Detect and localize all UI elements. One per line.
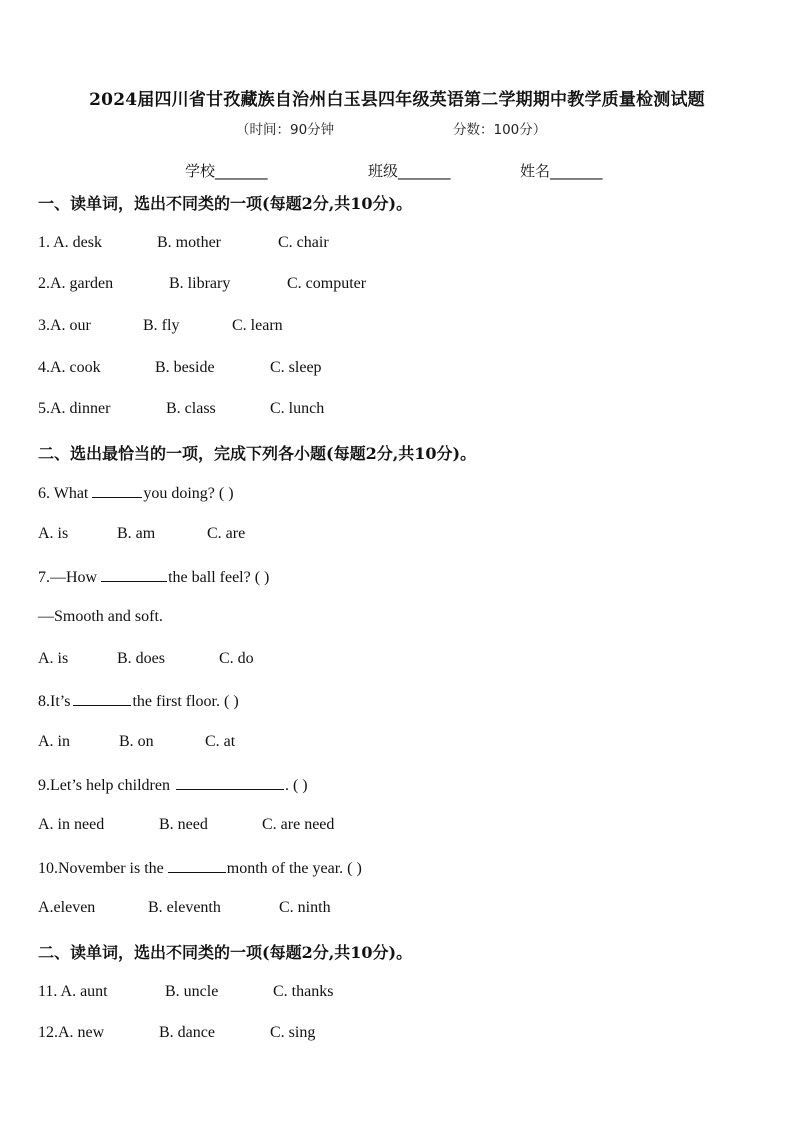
question-3 <box>38 317 283 335</box>
question-8-options <box>38 733 236 751</box>
q9-option-a: A. in need <box>38 816 105 833</box>
question-9 <box>38 775 308 795</box>
question-7 <box>38 567 269 587</box>
q6-stem-start: 6. What <box>38 485 89 502</box>
q5-option-b: B. class <box>166 400 216 417</box>
q10-stem-end: month of the year. ( ) <box>226 860 362 877</box>
q7-option-a: A. is <box>38 650 69 667</box>
answer-blank <box>92 483 142 498</box>
q12-option-a: 12.A. new <box>38 1024 105 1041</box>
q2-option-a: 2.A. garden <box>38 275 114 292</box>
class-field: 班级_______ <box>368 162 451 180</box>
q12-option-c: C. sing <box>270 1024 316 1041</box>
name-field: 姓名_______ <box>520 162 603 180</box>
question-8 <box>38 691 239 711</box>
q7-reply: —Smooth and soft. <box>38 608 163 625</box>
q3-option-c: C. learn <box>232 317 283 334</box>
section-3-heading: 二、读单词，选出不同类的一项(每题2分,共10分)。 <box>38 943 413 962</box>
question-7-options <box>38 650 254 668</box>
q9-option-b: B. need <box>159 816 208 833</box>
question-5 <box>38 400 325 418</box>
answer-blank <box>176 775 284 790</box>
question-11 <box>38 983 334 1001</box>
q7-stem-end: the ball feel? ( ) <box>168 569 270 586</box>
q6-stem-end: you doing? ( ) <box>143 485 234 502</box>
q9-option-c: C. are need <box>262 816 335 833</box>
answer-blank <box>73 691 131 706</box>
q8-stem-end: the first floor. ( ) <box>132 693 239 710</box>
question-9-options <box>38 816 335 834</box>
question-10-options <box>38 899 331 917</box>
q1-option-a: 1. A. desk <box>38 234 102 251</box>
answer-blank <box>101 567 167 582</box>
school-field: 学校_______ <box>185 162 268 180</box>
question-6-options <box>38 525 246 543</box>
q7-option-c: C. do <box>219 650 254 667</box>
q6-option-b: B. am <box>117 525 156 542</box>
section-1-heading: 一、读单词，选出不同类的一项(每题2分,共10分)。 <box>38 194 413 213</box>
q7-stem-start: 7.—How <box>38 569 98 586</box>
section-2-heading: 二、选出最恰当的一项，完成下列各小题(每题2分,共10分)。 <box>38 444 477 463</box>
q8-option-c: C. at <box>205 733 236 750</box>
q10-stem-start: 10.November is the <box>38 860 164 877</box>
question-6 <box>38 483 234 503</box>
q10-option-b: B. eleventh <box>148 899 221 916</box>
question-4 <box>38 359 322 377</box>
question-10 <box>38 858 362 878</box>
answer-blank <box>168 858 226 873</box>
question-12 <box>38 1024 316 1042</box>
q8-option-a: A. in <box>38 733 70 750</box>
exam-time: （时间：90分钟 <box>236 122 335 138</box>
page-title: 2024届四川省甘孜藏族自治州白玉县四年级英语第二学期期中教学质量检测试题 <box>89 90 705 110</box>
q1-option-b: B. mother <box>157 234 221 251</box>
q12-option-b: B. dance <box>159 1024 215 1041</box>
q11-option-c: C. thanks <box>273 983 334 1000</box>
q9-stem-start: 9.Let’s help children <box>38 777 170 794</box>
q8-stem-start: 8.It’s <box>38 693 71 710</box>
question-2 <box>38 275 367 293</box>
q11-option-b: B. uncle <box>165 983 219 1000</box>
q5-option-c: C. lunch <box>270 400 325 417</box>
q8-option-b: B. on <box>119 733 154 750</box>
q9-stem-end: . ( ) <box>284 777 308 794</box>
q4-option-a: 4.A. cook <box>38 359 101 376</box>
q5-option-a: 5.A. dinner <box>38 400 111 417</box>
q6-option-a: A. is <box>38 525 69 542</box>
q10-option-a: A.eleven <box>38 899 96 916</box>
q3-option-b: B. fly <box>143 317 180 334</box>
q1-option-c: C. chair <box>278 234 329 251</box>
q4-option-b: B. beside <box>155 359 215 376</box>
exam-score: 分数：100分） <box>453 122 547 138</box>
q6-option-c: C. are <box>207 525 246 542</box>
question-1 <box>38 234 329 252</box>
q10-option-c: C. ninth <box>279 899 331 916</box>
q4-option-c: C. sleep <box>270 359 322 376</box>
q3-option-a: 3.A. our <box>38 317 91 334</box>
q7-option-b: B. does <box>117 650 165 667</box>
q11-option-a: 11. A. aunt <box>38 983 108 1000</box>
q2-option-c: C. computer <box>287 275 367 292</box>
q2-option-b: B. library <box>169 275 231 292</box>
